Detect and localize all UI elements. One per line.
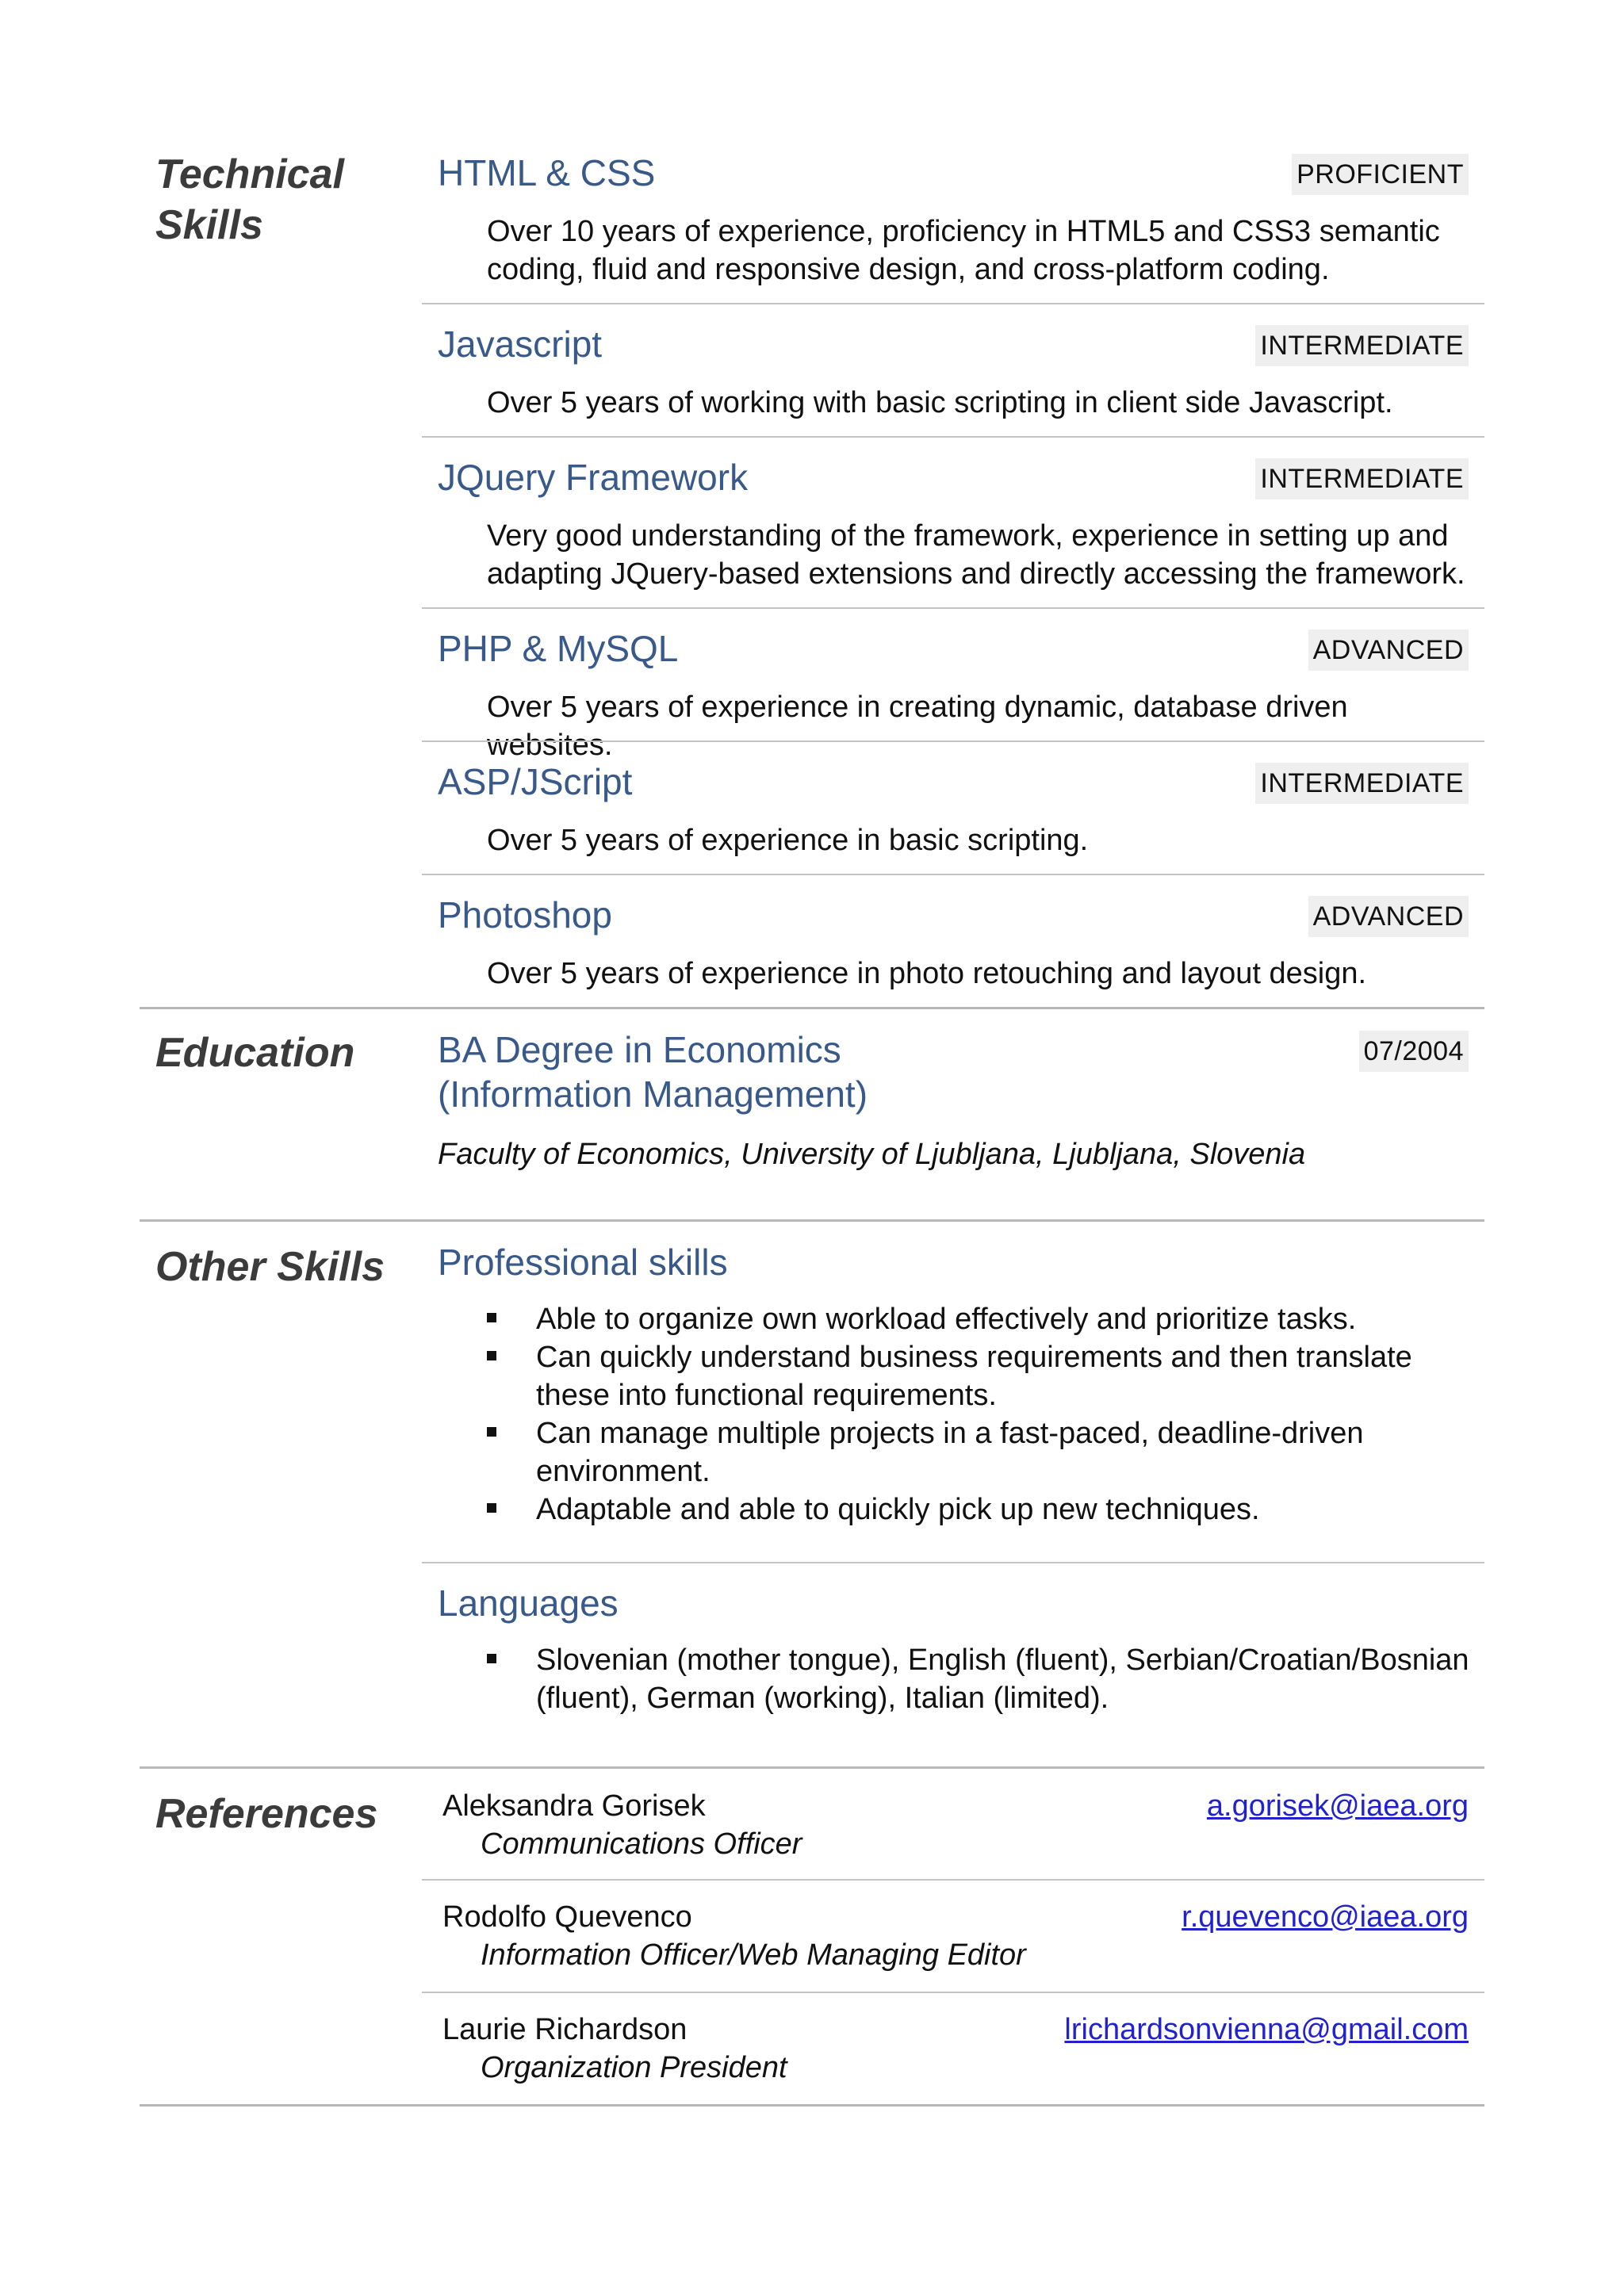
bullet-icon <box>487 1427 496 1437</box>
reference-email-link[interactable]: a.gorisek@iaea.org <box>1206 1789 1469 1823</box>
bullet-icon <box>487 1313 496 1322</box>
languages-list <box>487 1641 1478 1717</box>
bullet-icon <box>487 1654 496 1663</box>
other-skills-section <box>140 1221 1484 1768</box>
school-name: Faculty of Economics, University of Ljubljana, Ljubljana, Slovenia <box>438 1138 1306 1171</box>
references-section <box>140 1768 1484 2106</box>
list-item: Slovenian (mother tongue), English (fluent), Serbian/Croatian/Bosnian (fluent), German (working), Italian (limited). <box>487 1641 1478 1717</box>
education-section <box>140 1008 1484 1221</box>
skill-level-badge: INTERMEDIATE <box>1255 763 1469 804</box>
skill-description: Over 5 years of working with basic scripting in client side Javascript. <box>487 386 1393 419</box>
divider <box>422 1992 1484 1993</box>
skill-description: Over 5 years of experience in photo retouching and layout design. <box>487 957 1367 990</box>
reference-role: Organization President <box>481 2051 787 2084</box>
section-label-references: References <box>155 1791 378 1837</box>
bullet-icon <box>487 1503 496 1513</box>
professional-skills-title: Professional skills <box>438 1242 728 1283</box>
reference-name: Laurie Richardson <box>442 2013 688 2046</box>
skill-title: JQuery Framework <box>438 457 749 498</box>
skill-level-badge: INTERMEDIATE <box>1255 458 1469 499</box>
divider <box>422 1879 1484 1881</box>
skill-level-badge: PROFICIENT <box>1292 154 1469 195</box>
divider <box>422 1562 1484 1563</box>
skill-title: PHP & MySQL <box>438 628 679 669</box>
skill-level-badge: ADVANCED <box>1308 896 1469 937</box>
divider <box>422 874 1484 875</box>
list-item: Adaptable and able to quickly pick up new techniques. <box>487 1490 1478 1529</box>
divider <box>422 436 1484 438</box>
skill-level-badge: ADVANCED <box>1308 629 1469 671</box>
reference-name: Rodolfo Quevenco <box>442 1900 692 1934</box>
technical-skills-section <box>140 149 1484 1007</box>
divider <box>422 303 1484 304</box>
professional-skills-list <box>487 1300 1478 1529</box>
divider <box>422 607 1484 609</box>
skill-title: HTML & CSS <box>438 152 656 193</box>
list-item: Able to organize own workload effectively and prioritize tasks. <box>487 1300 1478 1338</box>
reference-role: Information Officer/Web Managing Editor <box>481 1938 1026 1972</box>
bullet-icon <box>487 1351 496 1360</box>
skill-description: Over 5 years of experience in creating dynamic, database driven websites. <box>487 691 1348 762</box>
degree-subtitle: (Information Management) <box>438 1073 868 1115</box>
skill-title: Javascript <box>438 323 603 365</box>
section-label-education: Education <box>155 1030 355 1076</box>
list-item: Can manage multiple projects in a fast-paced, deadline-driven environment. <box>487 1414 1478 1490</box>
languages-title: Languages <box>438 1582 619 1624</box>
list-item: Can quickly understand business requirements and then translate these into functional requirements. <box>487 1338 1478 1414</box>
skill-level-badge: INTERMEDIATE <box>1255 325 1469 366</box>
skill-title: ASP/JScript <box>438 761 633 802</box>
reference-role: Communications Officer <box>481 1827 802 1861</box>
skill-title: Photoshop <box>438 894 612 936</box>
divider <box>422 740 1484 742</box>
education-date-badge: 07/2004 <box>1359 1031 1469 1072</box>
reference-email-link[interactable]: lrichardsonvienna@gmail.com <box>1064 2013 1469 2046</box>
skill-description: Over 5 years of experience in basic scripting. <box>487 824 1089 857</box>
reference-email-link[interactable]: r.quevenco@iaea.org <box>1182 1900 1469 1934</box>
reference-name: Aleksandra Gorisek <box>442 1789 706 1823</box>
section-divider <box>140 2104 1484 2107</box>
skill-description: Over 10 years of experience, proficiency in HTML5 and CSS3 semantic coding, fluid and responsive design, and cross-platform coding. <box>487 215 1440 286</box>
section-label-technical: Technical Skills <box>155 151 344 248</box>
section-label-other-skills: Other Skills <box>155 1244 385 1290</box>
degree-title: BA Degree in Economics <box>438 1029 841 1070</box>
skill-description: Very good understanding of the framework, experience in setting up and adapting JQuery-based extensions and directly accessing the framework. <box>487 519 1465 591</box>
